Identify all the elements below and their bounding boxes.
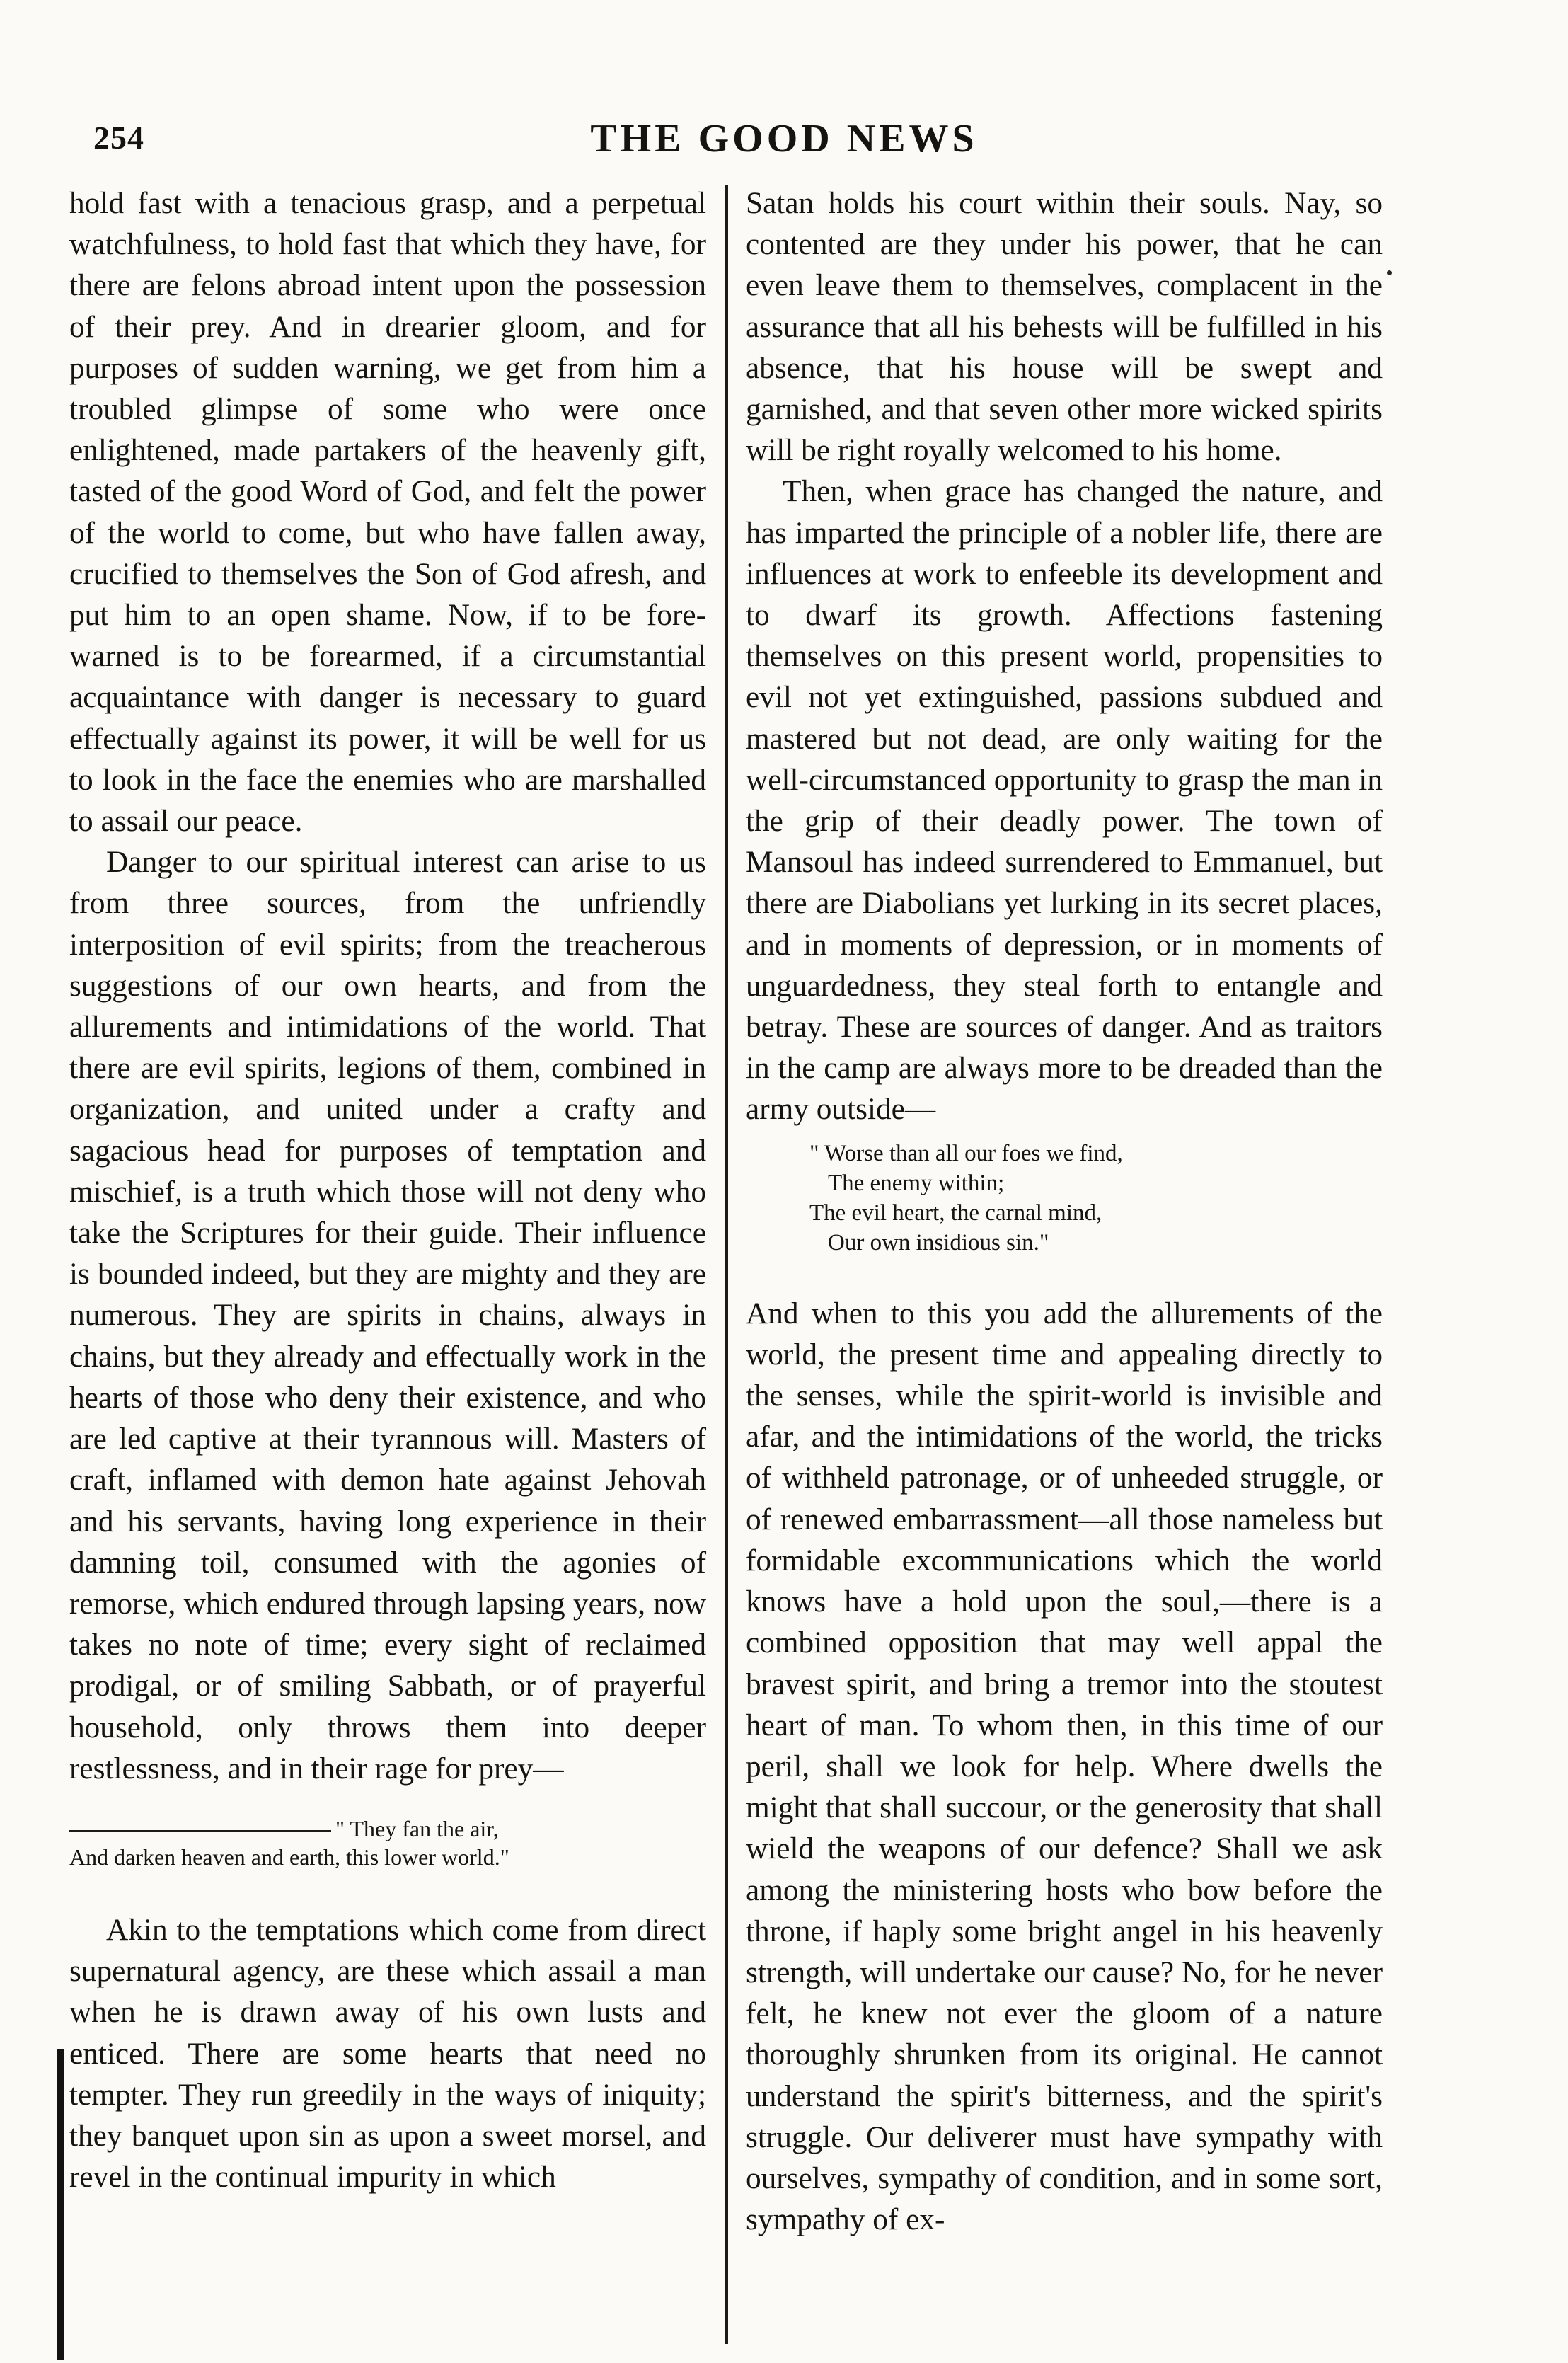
left-quote-line-1-text: " They fan the air,: [335, 1815, 499, 1841]
right-quote-line-4: Our own insidious sin.": [828, 1229, 1049, 1255]
left-column: [69, 183, 706, 2197]
running-title: THE GOOD NEWS: [590, 117, 978, 161]
right-column: [746, 183, 1383, 2240]
binding-margin-shadow: [57, 2049, 64, 2360]
right-paragraph-3: And when to this you add the allurements of the world, the present time and appealing directly to the senses, while the spirit-world is invisible and afar, and the intimidations of the world, the tricks of withheld patronage, or of unheeded struggle, or of renewed embarrassment—all those nameless but formidable excommunications which the world knows have a hold upon the soul,—there is a combined opposition that may well appal the bravest spirit, and bring a tremor into the stoutest heart of man. To whom then, in this time of our peril, shall we look for help. Where dwells the might that shall succour, or the generosity that shall wield the weapons of our defence? Shall we ask among the ministering hosts who bow before the throne, if haply some bright angel in his heavenly strength, will undertake our cause? No, for he never felt, he knew not ever the gloom of a nature thoroughly shrunken from its original. He cannot understand the spirit's bitterness, and the spirit's struggle. Our deliverer must have sympathy with ourselves, sympathy of condition, and in some sort, sympathy of ex-: [746, 1296, 1383, 2237]
quote-dash-rule: [69, 1830, 331, 1832]
left-quote-line-1: [69, 1815, 706, 1843]
right-paragraph-2: Then, when grace has changed the nature, and has imparted the principle of a nobler life, there are influences at work to enfeeble its development and to dwarf its growth. Affections fastening themselves on this present world, propensities to evil not yet extinguished, passions subdued and mastered but not dead, are only waiting for the well-circumstanced opportunity to grasp the man in the grip of their deadly power. The town of Mansoul has indeed surrendered to Emmanuel, but there are Diabolians yet lurking in its secret places, and in moments of depression, or in moments of unguardedness, they steal forth to entangle and betray. These are sources of danger. And as traitors in the camp are always more to be dreaded than the army outside—: [746, 474, 1383, 1127]
right-verse-quote: [809, 1139, 1383, 1258]
left-paragraph-2: Danger to our spiritual interest can arise to us from three sources, from the unfriendly interposition of evil spirits; from the treacherous suggestions of our own hearts, and from the allurements and intimidations of the world. That there are evil spirits, legions of them, combined in organization, and united under a crafty and sagacious head for purposes of temptation and mischief, is a truth which those will not deny who take the Scriptures for their guide. Their influence is bounded indeed, but they are mighty and they are numerous. They are spirits in chains, always in chains, but they already and effectually work in the hearts of those who deny their existence, and who are led captive at their tyrannous will. Masters of craft, inflamed with demon hate against Jehovah and his servants, having long experience in their damning toil, consumed with the agonies of remorse, which endured through lapsing years, now takes no note of time; every sight of reclaimed prodigal, or of smiling Sabbath, or of prayerful household, only throws them into deeper restlessness, and in their rage for prey—: [69, 845, 706, 1786]
ink-speck: [1387, 270, 1392, 275]
left-quote-line-2: And darken heaven and earth, this lower world.": [69, 1844, 509, 1870]
page-number: 254: [93, 120, 144, 156]
left-paragraph-1: hold fast with a tenacious grasp, and a perpetual watchfulness, to hold fast that which they have, for there are felons abroad intent upon the possession of their prey. And in drearier gloom, and for purposes of sudden warning, we get from him a troubled glimpse of some who were once enlightened, made partakers of the heavenly gift, tasted of the good Word of God, and felt the power of the world to come, but who have fallen away, crucified to themselves the Son of God afresh, and put him to an open shame. Now, if to be fore-warned is to be forearmed, if a circumstantial acquaintance with danger is necessary to guard effectually against its power, it will be well for us to look in the face the enemies who are marshalled to assail our peace.: [69, 186, 706, 839]
column-divider: [725, 185, 728, 2344]
right-quote-line-3: The evil heart, the carnal mind,: [809, 1200, 1102, 1226]
right-quote-line-2: The enemy within;: [828, 1170, 1005, 1196]
left-verse-quote: [69, 1815, 706, 1871]
right-quote-line-1: " Worse than all our foes we find,: [809, 1140, 1123, 1166]
left-paragraph-3: Akin to the temptations which come from direct supernatural agency, are these which assail a man when he is drawn away of his own lusts and enticed. There are some hearts that need no tempter. They run greedily in the ways of iniquity; they banquet upon sin as upon a sweet morsel, and revel in the continual impurity in which: [69, 1912, 706, 2195]
right-paragraph-1: Satan holds his court within their souls. Nay, so contented are they under his power, that he can even leave them to themselves, complacent in the assurance that all his behests will be fulfilled in his absence, that his house will be swept and garnished, and that seven other more wicked spirits will be right royally welcomed to his home.: [746, 186, 1383, 468]
